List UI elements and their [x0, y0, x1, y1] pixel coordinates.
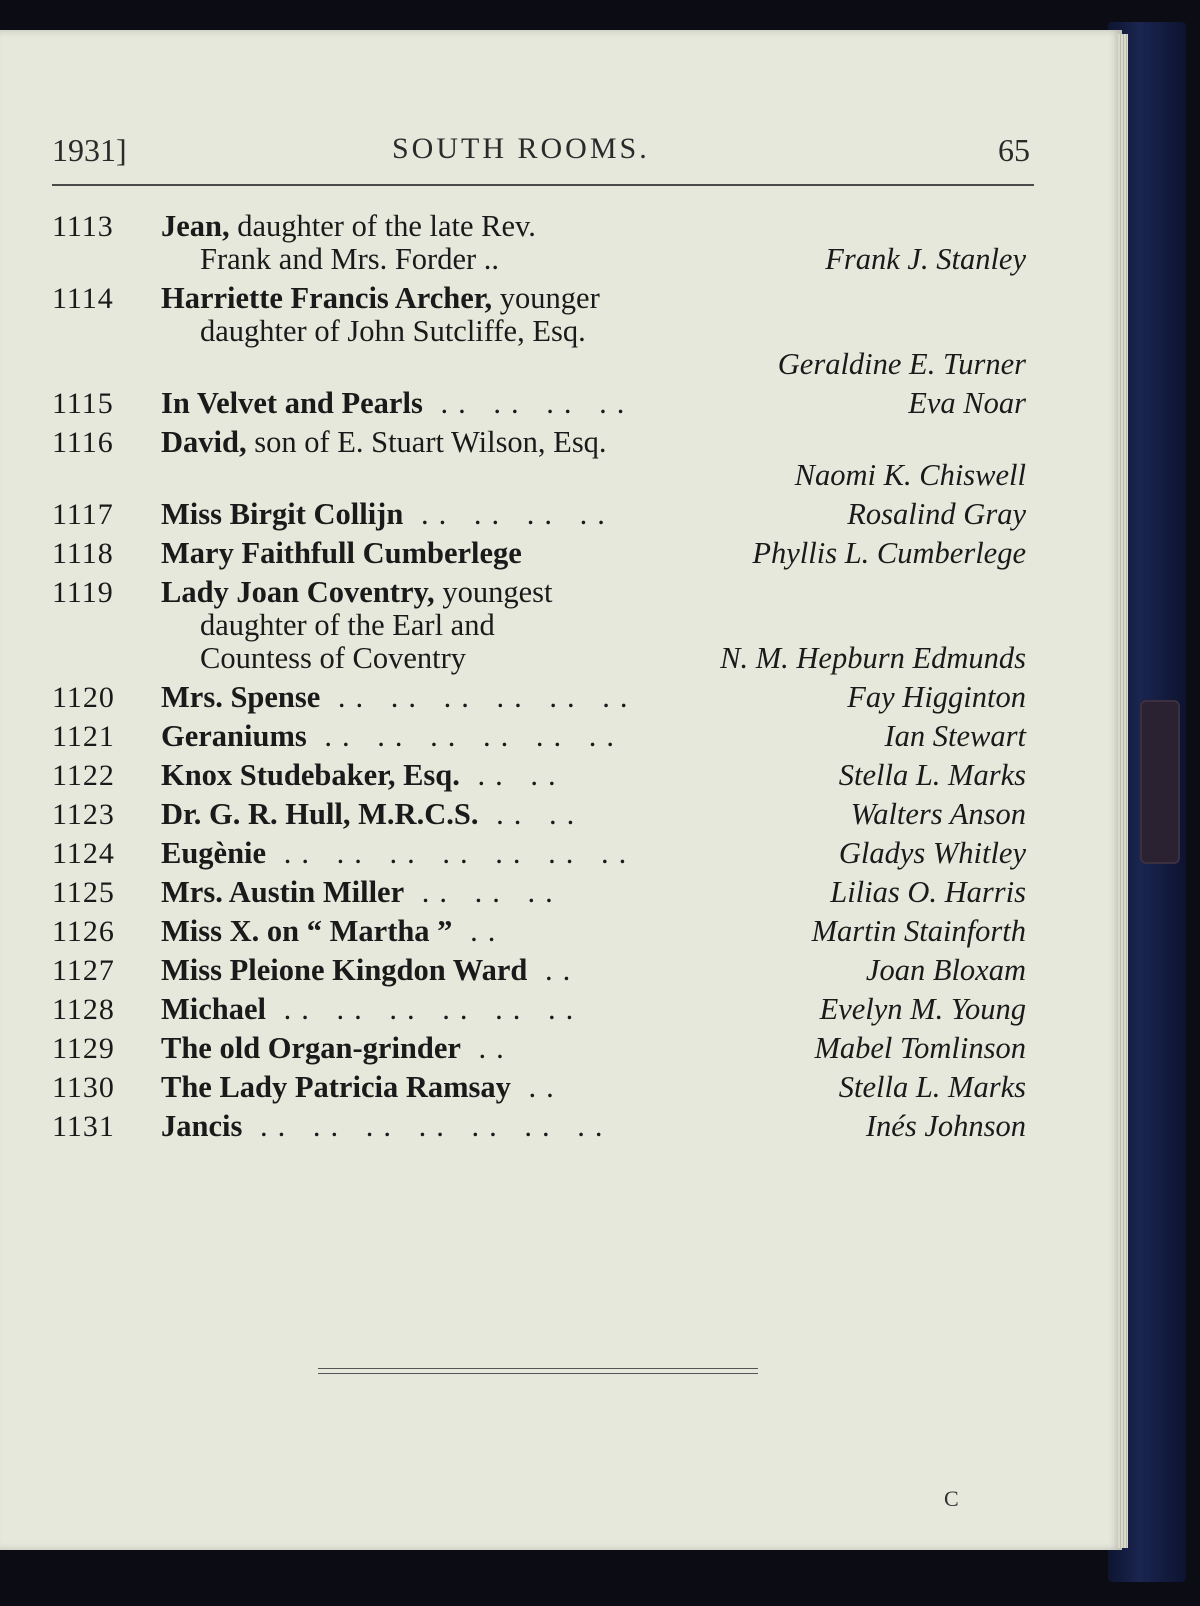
entry-title: The old Organ-grinder .. — [161, 1031, 514, 1065]
page-number: 65 — [998, 132, 1030, 168]
entry-title-continued: Countess of Coventry — [200, 641, 467, 675]
entry-artist: Frank J. Stanley — [825, 242, 1026, 276]
entry-number: 1117 — [52, 498, 114, 531]
catalogue-entry — [0, 837, 1122, 870]
catalogue-entry — [0, 576, 1122, 675]
header-year: 1931] — [52, 132, 127, 168]
catalogue-entry — [0, 387, 1122, 420]
catalogue-entry — [0, 537, 1122, 570]
catalogue-entry — [0, 210, 1122, 276]
entry-number: 1120 — [52, 681, 115, 714]
entry-number: 1126 — [52, 915, 115, 948]
entry-title: Miss Pleione Kingdon Ward .. — [161, 953, 581, 987]
entry-number: 1114 — [52, 282, 114, 315]
catalogue-entry — [0, 1032, 1122, 1065]
entry-number: 1127 — [52, 954, 115, 987]
entry-artist: Geraldine E. Turner — [777, 347, 1026, 381]
entry-title: Michael .. .. .. .. .. .. — [161, 992, 584, 1026]
entry-artist: Joan Bloxam — [865, 953, 1026, 987]
entry-title: Jancis .. .. .. .. .. .. .. — [161, 1109, 613, 1143]
catalogue-entry — [0, 498, 1122, 531]
entry-artist: Fay Higginton — [847, 680, 1026, 714]
entry-number: 1130 — [52, 1071, 115, 1104]
catalogue-entry — [0, 426, 1122, 492]
entry-title: Dr. G. R. Hull, M.R.C.S. .. .. — [161, 797, 585, 831]
entry-artist: Stella L. Marks — [838, 758, 1026, 792]
entry-artist: Stella L. Marks — [838, 1070, 1026, 1104]
catalogue-entry — [0, 282, 1122, 381]
entry-artist: Rosalind Gray — [847, 497, 1026, 531]
end-rule — [318, 1368, 758, 1374]
entry-number: 1115 — [52, 387, 114, 420]
entry-number: 1122 — [52, 759, 115, 792]
catalogue-entry — [0, 915, 1122, 948]
entry-artist: Inés Johnson — [865, 1109, 1026, 1143]
entry-number: 1118 — [52, 537, 114, 570]
entry-title: Eugènie .. .. .. .. .. .. .. — [161, 836, 637, 870]
entry-number: 1125 — [52, 876, 115, 909]
entry-artist: N. M. Hepburn Edmunds — [720, 641, 1026, 675]
entry-artist: Phyllis L. Cumberlege — [752, 536, 1026, 570]
catalogue-entry — [0, 681, 1122, 714]
catalogue-entry — [0, 993, 1122, 1026]
entry-artist: Martin Stainforth — [811, 914, 1026, 948]
entry-number: 1131 — [52, 1110, 115, 1143]
entry-title: Knox Studebaker, Esq. .. .. — [161, 758, 566, 792]
entry-title: Lady Joan Coventry, youngest — [161, 575, 553, 609]
entry-title: In Velvet and Pearls .. .. .. .. — [161, 386, 635, 420]
entry-title: Geraniums .. .. .. .. .. .. — [161, 719, 624, 753]
entry-artist: Eva Noar — [908, 386, 1026, 420]
entry-title: The Lady Patricia Ramsay .. — [161, 1070, 564, 1104]
entry-number: 1123 — [52, 798, 115, 831]
entry-number: 1116 — [52, 426, 114, 459]
catalogue-entry — [0, 1110, 1122, 1143]
entry-title: Jean, daughter of the late Rev. — [161, 209, 536, 243]
book-clasp — [1140, 700, 1180, 864]
entry-title: Harriette Francis Archer, younger — [161, 281, 600, 315]
entry-number: 1128 — [52, 993, 115, 1026]
entry-artist: Ian Stewart — [884, 719, 1026, 753]
entry-title: Miss X. on “ Martha ” .. — [161, 914, 506, 948]
entry-title-continued: daughter of the Earl and — [200, 608, 495, 642]
entry-title-continued: Frank and Mrs. Forder .. — [200, 242, 500, 276]
entry-artist: Evelyn M. Young — [819, 992, 1026, 1026]
catalogue-entry — [0, 1071, 1122, 1104]
entry-number: 1119 — [52, 576, 114, 609]
entry-title: Mrs. Austin Miller .. .. .. — [161, 875, 563, 909]
entry-artist: Naomi K. Chiswell — [794, 458, 1026, 492]
entry-number: 1113 — [52, 210, 114, 243]
entry-title: Mary Faithfull Cumberlege — [161, 536, 522, 570]
entry-number: 1129 — [52, 1032, 115, 1065]
entry-title: Miss Birgit Collijn .. .. .. .. — [161, 497, 615, 531]
entry-artist: Gladys Whitley — [838, 836, 1026, 870]
signature-mark: C — [944, 1486, 959, 1511]
catalogue-entry — [0, 798, 1122, 831]
entry-title-continued: daughter of John Sutcliffe, Esq. — [200, 314, 586, 348]
header-rule — [52, 184, 1034, 186]
entry-artist: Mabel Tomlinson — [814, 1031, 1026, 1065]
catalogue-entry — [0, 720, 1122, 753]
catalogue-entry — [0, 876, 1122, 909]
running-header — [0, 132, 1122, 172]
entry-number: 1124 — [52, 837, 115, 870]
entry-title: Mrs. Spense .. .. .. .. .. .. — [161, 680, 638, 714]
entry-artist: Walters Anson — [850, 797, 1026, 831]
catalogue-list — [0, 210, 1122, 1149]
catalogue-entry — [0, 954, 1122, 987]
entry-number: 1121 — [52, 720, 115, 753]
header-section-title: SOUTH ROOMS. — [392, 132, 650, 165]
entry-title: David, son of E. Stuart Wilson, Esq. — [161, 425, 607, 459]
catalogue-entry — [0, 759, 1122, 792]
entry-artist: Lilias O. Harris — [830, 875, 1026, 909]
